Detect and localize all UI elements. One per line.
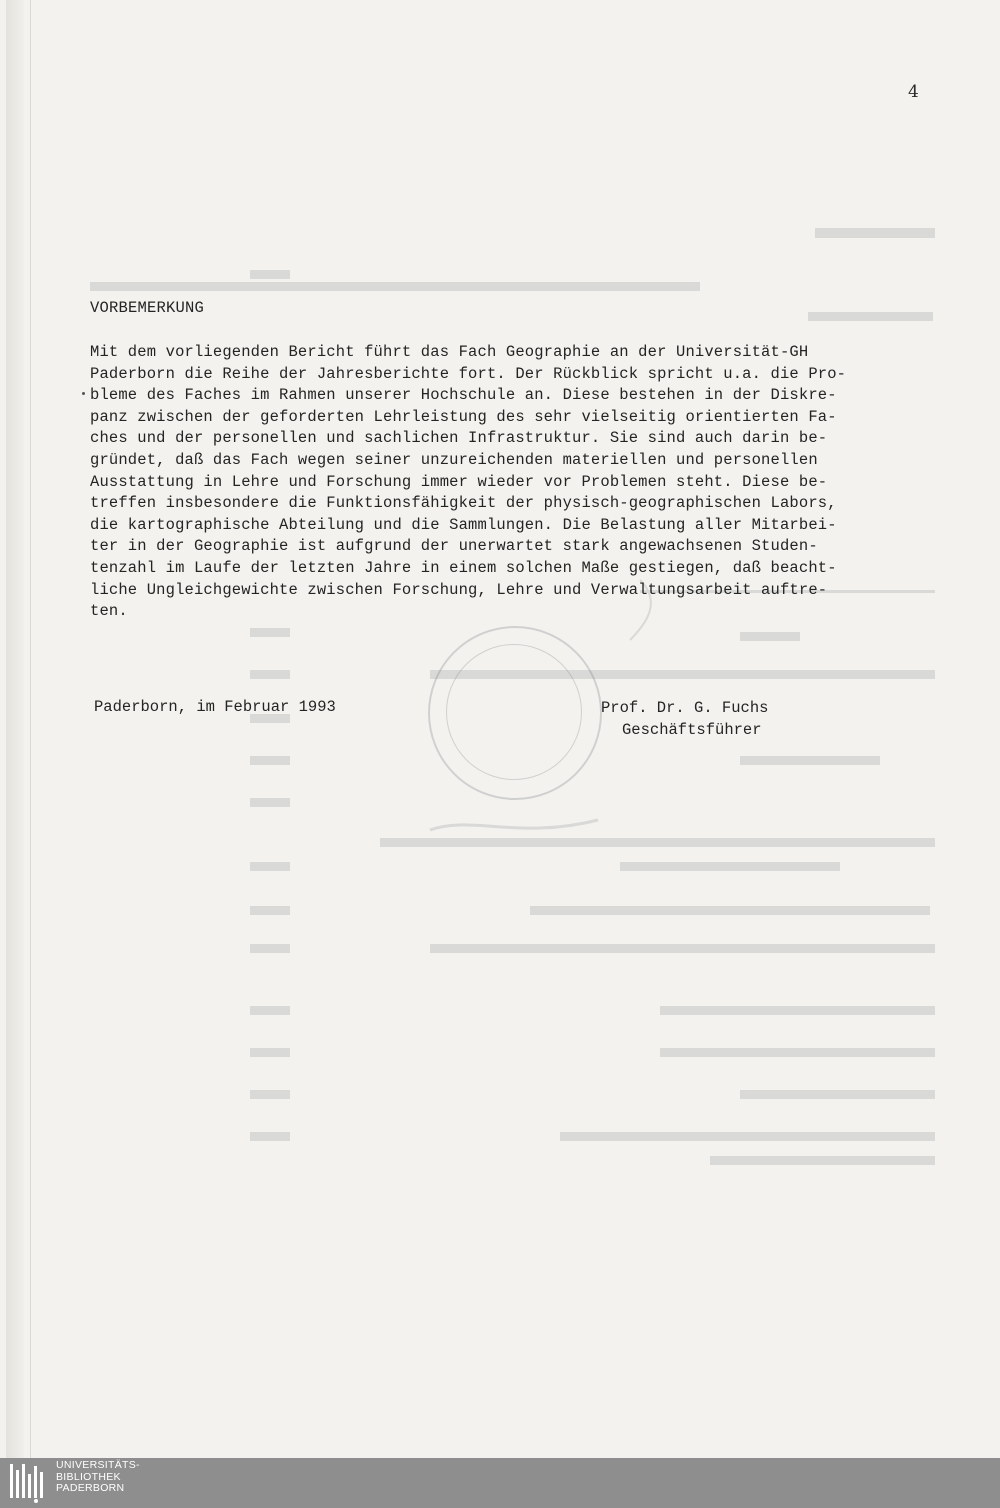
margin-mark xyxy=(82,392,85,395)
preface-line: ches und der personellen und sachlichen Infrastruktur. Sie sind auch darin be- xyxy=(90,429,828,448)
library-name-line: UNIVERSITÄTS- xyxy=(56,1459,140,1471)
preface-heading: VORBEMERKUNG xyxy=(90,299,205,317)
preface-line: ten. xyxy=(90,602,128,621)
preface-line: Paderborn die Reihe der Jahresberichte fort. Der Rückblick spricht u.a. die Pro- xyxy=(90,364,847,383)
library-footer-bar xyxy=(0,1458,1000,1508)
preface-line: die kartographische Abteilung und die Sammlungen. Die Belastung aller Mitarbei- xyxy=(90,515,837,534)
preface-line: panz zwischen der geforderten Lehrleistung des sehr vielseitig orientierten Fa- xyxy=(90,407,837,426)
preface-line: gründet, daß das Fach wegen seiner unzureichenden materiellen und personellen xyxy=(90,450,818,469)
preface-line: tenzahl im Laufe der letzten Jahre in einem solchen Maße gestiegen, daß beacht- xyxy=(90,558,837,577)
page-binding-edge xyxy=(6,0,24,1458)
library-logo-icon xyxy=(8,1462,48,1504)
library-name-line: BIBLIOTHEK xyxy=(56,1470,121,1483)
library-name xyxy=(56,1460,140,1495)
preface-line: Mit dem vorliegenden Bericht führt das Fach Geographie an der Universität-GH xyxy=(90,343,809,361)
signature-block xyxy=(601,698,768,741)
preface-line: liche Ungleichgewichte zwischen Forschung, Lehre und Verwaltungsarbeit auftre- xyxy=(90,580,828,599)
signer-role: Geschäftsführer xyxy=(622,720,762,739)
preface-line: ter in der Geographie ist aufgrund der unerwartet stark angewachsenen Studen- xyxy=(90,537,818,556)
preface-paragraph xyxy=(90,342,940,623)
place-and-date: Paderborn, im Februar 1993 xyxy=(94,698,336,716)
preface-line: bleme des Faches im Rahmen unserer Hochschule an. Diese bestehen in der Diskre- xyxy=(90,386,837,405)
library-stamp-bleed-through xyxy=(428,626,602,800)
page-number: 4 xyxy=(908,82,919,102)
preface-line: Ausstattung in Lehre und Forschung immer wieder vor Problemen steht. Diese be- xyxy=(90,472,828,491)
signer-name: Prof. Dr. G. Fuchs xyxy=(601,699,769,717)
library-name-line: PADERBORN xyxy=(56,1482,125,1494)
page-fold-line xyxy=(30,0,31,1458)
preface-line: treffen insbesondere die Funktionsfähigkeit der physisch-geographischen Labors, xyxy=(90,494,837,513)
